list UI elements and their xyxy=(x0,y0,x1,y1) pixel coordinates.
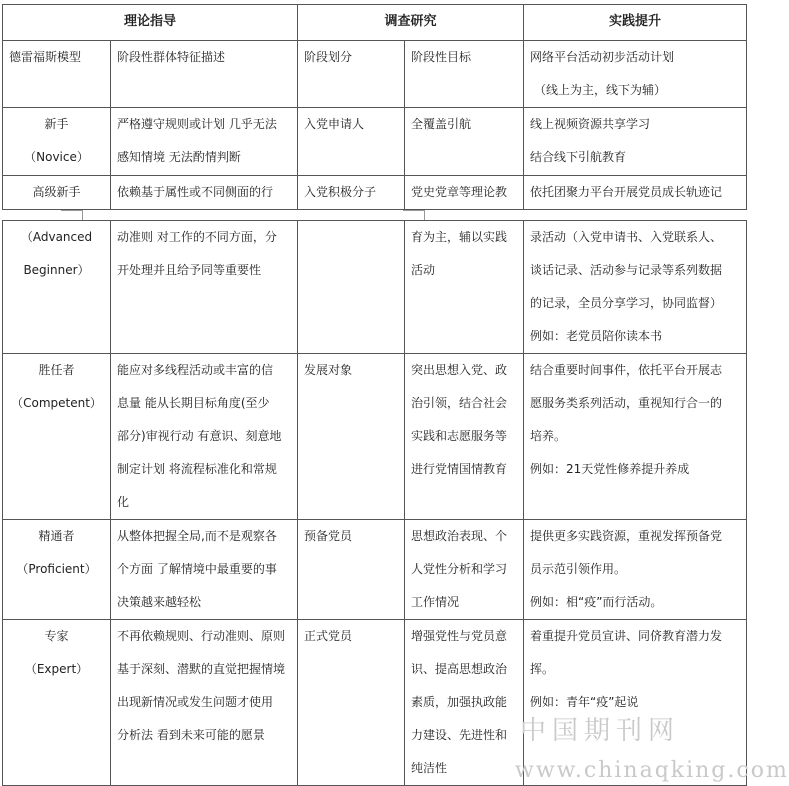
column-header-row xyxy=(3,41,747,108)
cell-line: 录活动（入党申请书、入党联系人、 xyxy=(530,230,723,244)
table-break-mark xyxy=(424,210,425,220)
col-header-plan-sublabel: （线上为主，线下为辅） xyxy=(534,83,667,97)
cell-line: 化 xyxy=(117,495,130,509)
cell-line: 进行党情国情教育 xyxy=(411,462,508,476)
cell-goal xyxy=(405,620,524,786)
cell-line: 挥。 xyxy=(530,662,555,676)
col-header-stage xyxy=(298,41,405,108)
cell-line: 依赖基于属性或不同侧面的行 xyxy=(117,185,274,199)
cell-model xyxy=(3,620,111,786)
cell-line: 例如：21天党性修养提升养成 xyxy=(530,462,690,476)
cell-line: （Novice） xyxy=(24,150,89,164)
cell-description xyxy=(111,354,298,520)
cell-line: 入党积极分子 xyxy=(304,185,377,199)
watermark-logo-text: 中国期刊网 xyxy=(520,716,681,746)
cell-line: 发展对象 xyxy=(304,363,353,377)
watermark-url: www.chinaqking.com xyxy=(515,758,789,783)
cell-line: 线上视频资源共享学习 xyxy=(530,117,651,131)
cell-line: 制定计划 将流程标准化和常规 xyxy=(117,462,277,476)
cell-plan xyxy=(524,354,747,520)
cell-model xyxy=(3,176,111,210)
col-header-desc-label: 阶段性群体特征描述 xyxy=(117,50,226,64)
table-row xyxy=(3,108,747,176)
cell-model xyxy=(3,354,111,520)
cell-line: 育为主，辅以实践 xyxy=(411,230,508,244)
cell-line: 息量 能从长期目标角度(至少 xyxy=(117,396,270,410)
cell-goal xyxy=(405,221,524,354)
cell-model xyxy=(3,221,111,354)
cell-line: 结合重要时间事件，依托平台开展志 xyxy=(530,363,723,377)
cell-stage xyxy=(298,620,405,786)
cell-line: 专家 xyxy=(44,629,69,643)
cell-line: 基于深刻、潜默的直觉把握情境 xyxy=(117,662,286,676)
cell-line: 的记录，全员分享学习，协同监督） xyxy=(530,296,723,310)
cell-line: 感知情境 无法酌情判断 xyxy=(117,150,241,164)
cell-line: 精通者 xyxy=(38,529,75,543)
col-header-desc xyxy=(111,41,298,108)
cell-line: 全覆盖引航 xyxy=(411,117,472,131)
cell-plan xyxy=(524,108,747,176)
table-break-mark xyxy=(82,210,83,220)
cell-line: 治引领，结合社会 xyxy=(411,396,508,410)
cell-line: 提供更多实践资源，重视发挥预备党 xyxy=(530,529,723,543)
cell-line: （Advanced xyxy=(20,230,93,244)
cell-line: 出现新情况或发生问题才使用 xyxy=(117,695,274,709)
cell-goal xyxy=(405,176,524,210)
table-row xyxy=(3,176,747,210)
group-header-practice: 实践提升 xyxy=(524,5,747,41)
table-bottom-part xyxy=(2,220,747,786)
cell-line: 依托团聚力平台开展党员成长轨迹记 xyxy=(530,185,723,199)
cell-line: 决策越来越轻松 xyxy=(117,595,202,609)
cell-line: 素质，加强执政能 xyxy=(411,695,508,709)
cell-line: 正式党员 xyxy=(304,629,353,643)
cell-line: 活动 xyxy=(411,263,436,277)
cell-line: 不再依赖规则、行动准则、原则 xyxy=(117,629,286,643)
cell-line: 从整体把握全局,而不是观察各 xyxy=(117,529,277,543)
col-header-plan-label: 网络平台活动初步活动计划 xyxy=(530,50,675,64)
cell-line: 实践和志愿服务等 xyxy=(411,429,508,443)
cell-line: 能应对多线程活动或丰富的信 xyxy=(117,363,274,377)
cell-line: 培养。 xyxy=(530,429,567,443)
table-row xyxy=(3,520,747,620)
cell-description xyxy=(111,176,298,210)
cell-line: 预备党员 xyxy=(304,529,353,543)
cell-line: 严格遵守规则或计划 几乎无法 xyxy=(117,117,277,131)
cell-line: 思想政治表现、个 xyxy=(411,529,508,543)
cell-line: 人党性分析和学习 xyxy=(411,562,508,576)
cell-description xyxy=(111,221,298,354)
cell-goal xyxy=(405,108,524,176)
cell-line: Beginner） xyxy=(23,263,90,277)
cell-plan xyxy=(524,176,747,210)
cell-line: 胜任者 xyxy=(38,363,75,377)
table-row xyxy=(3,221,747,354)
cell-line: 个方面 了解情境中最重要的事 xyxy=(117,562,277,576)
cell-line: 动准则 对工作的不同方面，分 xyxy=(117,230,277,244)
cell-line: 愿服务类系列活动，重视知行合一的 xyxy=(530,396,723,410)
cell-line: 党史党章等理论教 xyxy=(411,185,508,199)
table-top-part xyxy=(2,4,747,210)
cell-line: 员示范引领作用。 xyxy=(530,562,627,576)
cell-description xyxy=(111,520,298,620)
cell-model xyxy=(3,108,111,176)
cell-line: （Competent） xyxy=(11,396,102,410)
cell-line: 入党申请人 xyxy=(304,117,365,131)
cell-line: 工作情况 xyxy=(411,595,460,609)
cell-goal xyxy=(405,520,524,620)
col-header-model-label: 德雷福斯模型 xyxy=(9,50,82,64)
cell-plan xyxy=(524,221,747,354)
cell-line: 分析法 看到未来可能的愿景 xyxy=(117,728,265,742)
col-header-goal-label: 阶段性目标 xyxy=(411,50,472,64)
cell-line: 例如：青年“疫”起说 xyxy=(530,695,639,709)
cell-line: 增强党性与党员意 xyxy=(411,629,508,643)
cell-plan xyxy=(524,520,747,620)
group-header-row xyxy=(3,5,747,41)
group-header-theory: 理论指导 xyxy=(3,5,298,41)
cell-line: 部分)审视行动 有意识、刻意地 xyxy=(117,429,282,443)
cell-line: 突出思想入党、政 xyxy=(411,363,508,377)
cell-line: 识、提高思想政治 xyxy=(411,662,508,676)
cell-stage xyxy=(298,221,405,354)
cell-line: 高级新手 xyxy=(32,185,81,199)
cell-line: 着重提升党员宣讲、同侪教育潜力发 xyxy=(530,629,723,643)
cell-line: （Proficient） xyxy=(16,562,97,576)
col-header-goal xyxy=(405,41,524,108)
cell-stage xyxy=(298,520,405,620)
cell-description xyxy=(111,620,298,786)
table-row xyxy=(3,354,747,520)
cell-line: 新手 xyxy=(44,117,69,131)
cell-line: 纯洁性 xyxy=(411,761,448,775)
cell-goal xyxy=(405,354,524,520)
cell-stage xyxy=(298,108,405,176)
cell-line: 结合线下引航教育 xyxy=(530,150,627,164)
cell-description xyxy=(111,108,298,176)
col-header-plan xyxy=(524,41,747,108)
col-header-stage-label: 阶段划分 xyxy=(304,50,353,64)
group-header-research: 调查研究 xyxy=(298,5,524,41)
cell-line: （Expert） xyxy=(24,662,89,676)
cell-line: 力建设、先进性和 xyxy=(411,728,508,742)
col-header-model xyxy=(3,41,111,108)
cell-line: 开处理并且给予同等重要性 xyxy=(117,263,262,277)
cell-stage xyxy=(298,354,405,520)
cell-line: 例如：相“疫”而行活动。 xyxy=(530,595,663,609)
cell-model xyxy=(3,520,111,620)
cell-stage xyxy=(298,176,405,210)
cell-line: 例如：老党员陪你读本书 xyxy=(530,329,663,343)
cell-line: 谈话记录、活动参与记录等系列数据 xyxy=(530,263,723,277)
